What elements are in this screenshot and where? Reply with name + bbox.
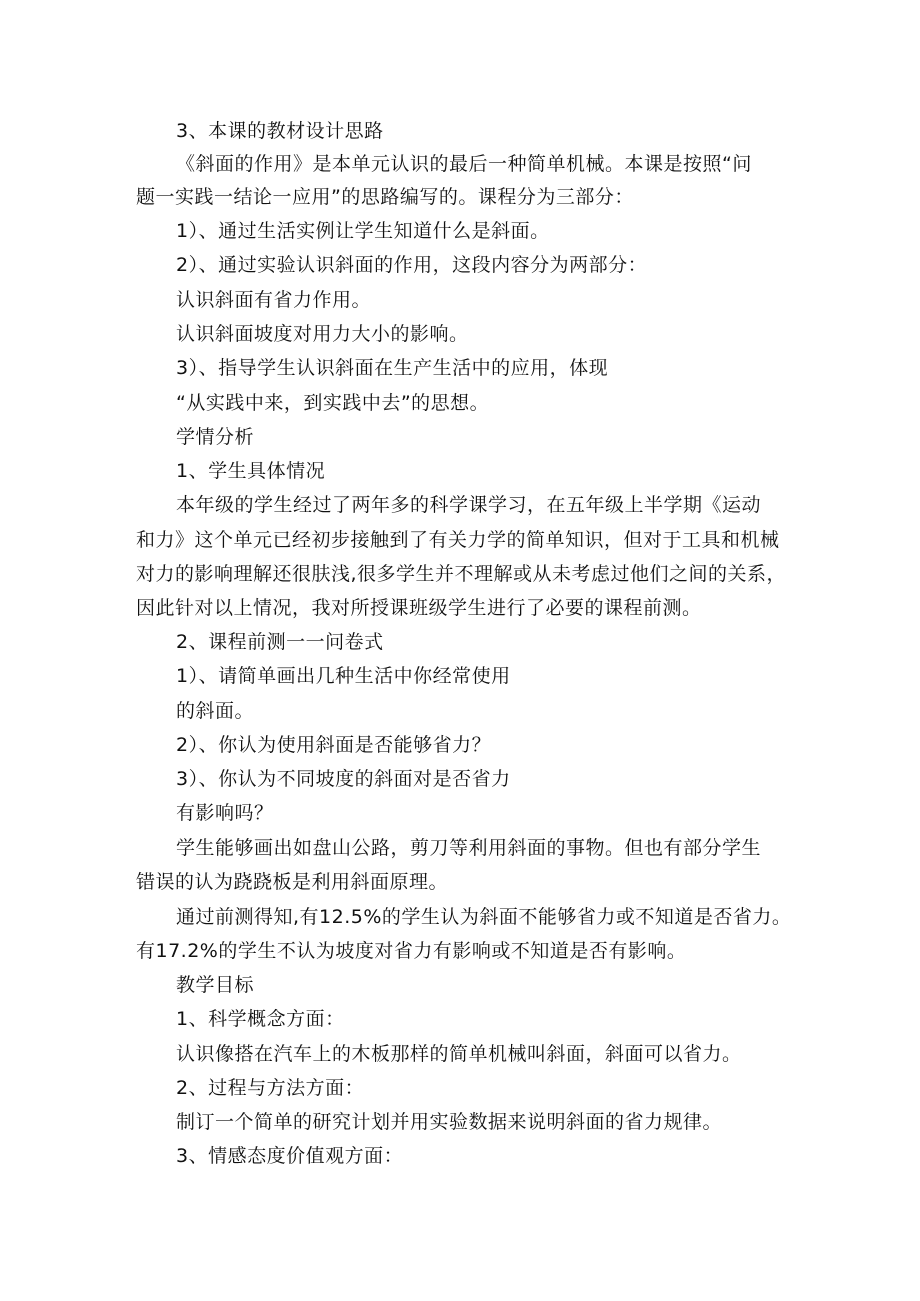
list-item: 2）、通过实验认识斜面的作用，这段内容分为两部分： — [176, 254, 648, 276]
paragraph-line: 认识像搭在汽车上的木板那样的简单机械叫斜面，斜面可以省力。 — [176, 1043, 742, 1065]
subheading: 1、学生具体情况 — [176, 460, 326, 482]
paragraph-line: 通过前测得知,有12.5%的学生认为斜面不能够省力或不知道是否省力。 — [176, 906, 792, 928]
paragraph-line: 认识斜面有省力作用。 — [176, 289, 372, 311]
section-heading-teaching-goals: 教学目标 — [176, 974, 255, 996]
subheading: 2、过程与方法方面： — [176, 1077, 365, 1099]
subheading: 2、课程前测一一问卷式 — [176, 631, 384, 653]
section-heading-student-analysis: 学情分析 — [176, 426, 255, 448]
paragraph-line: 题一实践一结论一应用”的思路编写的。课程分为三部分： — [136, 186, 634, 208]
paragraph-line: 错误的认为跷跷板是利用斜面原理。 — [136, 871, 449, 893]
list-item: 1）、请简单画出几种生活中你经常使用 — [176, 665, 511, 687]
paragraph-line: 有17.2%的学生不认为坡度对省力有影响或不知道是否有影响。 — [136, 940, 687, 962]
list-item: 3）、你认为不同坡度的斜面对是否省力 — [176, 768, 511, 790]
paragraph-line: 学生能够画出如盘山公路，剪刀等利用斜面的事物。但也有部分学生 — [176, 837, 762, 859]
paragraph-line: 对力的影响理解还很肤浅,很多学生并不理解或从未考虑过他们之间的关系， — [136, 563, 787, 585]
paragraph-line: 本年级的学生经过了两年多的科学课学习，在五年级上半学期《运动 — [176, 494, 762, 516]
paragraph-line: 有影响吗？ — [176, 802, 274, 824]
paragraph-line: 的斜面。 — [176, 700, 255, 722]
paragraph-line: 认识斜面坡度对用力大小的影响。 — [176, 323, 469, 345]
paragraph-line: 制订一个简单的研究计划并用实验数据来说明斜面的省力规律。 — [176, 1111, 723, 1133]
list-item: 3）、指导学生认识斜面在生产生活中的应用，体现 — [176, 357, 609, 379]
paragraph-line: 和力》这个单元已经初步接触到了有关力学的简单知识，但对于工具和机械 — [136, 529, 780, 551]
list-item: 2）、你认为使用斜面是否能够省力？ — [176, 734, 492, 756]
paragraph-line: “从实践中来，到实践中去”的思想。 — [176, 392, 490, 414]
list-item: 1）、通过生活实例让学生知道什么是斜面。 — [176, 220, 550, 242]
paragraph-line: 《斜面的作用》是本单元认识的最后一种简单机械。本课是按照“问 — [176, 153, 752, 175]
heading-design-idea: 3、本课的教材设计思路 — [176, 120, 384, 142]
subheading: 1、科学概念方面： — [176, 1008, 345, 1030]
subheading: 3、情感态度价值观方面： — [176, 1145, 404, 1167]
paragraph-line: 因此针对以上情况，我对所授课班级学生进行了必要的课程前测。 — [136, 597, 702, 619]
